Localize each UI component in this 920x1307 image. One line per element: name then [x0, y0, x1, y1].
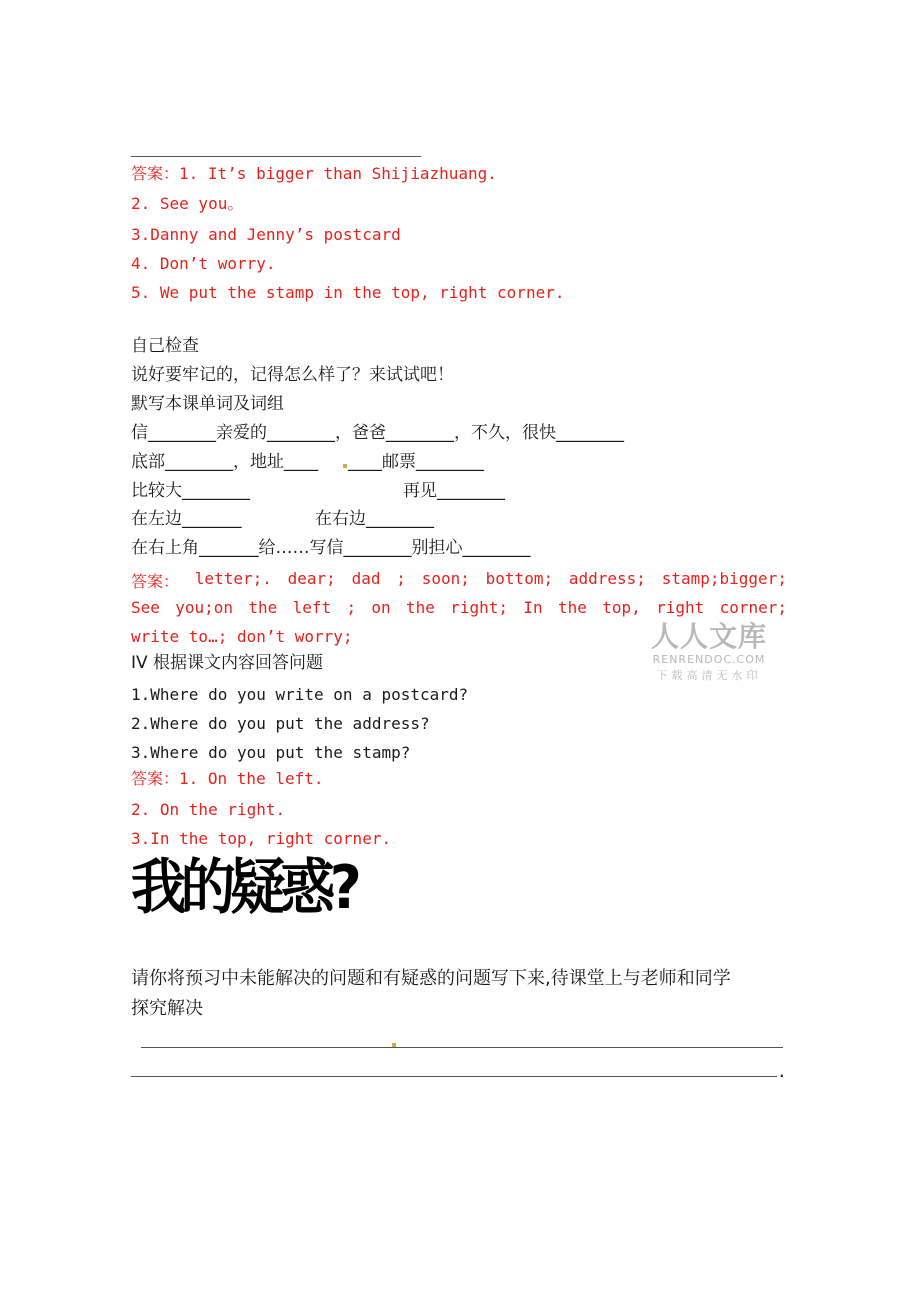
answer2-word: left [292, 598, 332, 617]
answer3-line-1: 答案：1. On the left. [131, 769, 324, 788]
marker-dot [343, 464, 347, 468]
answer2-line-2 [131, 598, 787, 617]
fill-row-4b: 在右边________ [315, 509, 434, 529]
doubts-instruction-1: 请你将预习中未能解决的问题和有疑惑的问题写下来,待课堂上与老师和同学 [131, 968, 731, 989]
answer2-word: stamp;bigger; [661, 569, 787, 588]
watermark-main-text: 人人文库 [650, 620, 767, 653]
fill-row-3a: 比较大________ [131, 481, 250, 501]
answer3-line-2: 2. On the right. [131, 800, 286, 819]
answer2-word: you;on [175, 598, 234, 617]
fill-row-5: 在右上角_______给……写信________别担心________ [131, 538, 531, 558]
marker-dot [392, 1043, 396, 1047]
watermark-logo [646, 620, 772, 683]
answer2-word: See [131, 598, 160, 617]
question-2: 2.Where do you put the address? [131, 714, 430, 733]
answer2-word: address; [568, 569, 646, 588]
selfcheck-prompt: 说好要牢记的，记得怎么样了？来试试吧！ [131, 365, 454, 385]
answer-line-3: 3.Danny and Jenny’s postcard [131, 225, 401, 244]
answer2-word: the [557, 598, 587, 617]
selfcheck-heading: 自己检查 [131, 336, 199, 356]
answer-line-rule-1 [141, 1047, 783, 1048]
answer2-word: on [371, 598, 391, 617]
answer-line-rule-2 [131, 1076, 777, 1077]
doubts-instruction-2: 探究解决 [131, 998, 203, 1019]
top-rule [131, 156, 421, 157]
doubts-title: 我的疑惑? [131, 853, 357, 923]
answer2-word: In [523, 598, 543, 617]
fill-row-4a: 在左边_______ [131, 509, 242, 529]
answer2-word: dear; [287, 569, 336, 588]
answer2-word: corner; [719, 598, 787, 617]
answer2-word: bottom; [485, 569, 554, 588]
answer2-line-3: write to…; don’t worry; [131, 627, 353, 646]
answer2-word: the [248, 598, 278, 617]
answer-line-5: 5. We put the stamp in the top, right corner. [131, 283, 565, 302]
question-1: 1.Where do you write on a postcard? [131, 685, 469, 704]
fill-row-3b: 再见________ [403, 481, 505, 501]
answer2-word: right [656, 598, 705, 617]
watermark-sub-text: RENRENDOC.COM [652, 653, 766, 666]
end-mark: . [777, 1062, 787, 1081]
fill-row-2b: ____邮票________ [348, 452, 484, 472]
selfcheck-task: 默写本课单词及词组 [131, 394, 284, 414]
fill-row-1: 信________亲爱的________，爸爸________，不久，很快________ [131, 423, 624, 443]
answer-line-4: 4. Don’t worry. [131, 254, 276, 273]
question-3: 3.Where do you put the stamp? [131, 743, 411, 762]
answer2-word: right; [450, 598, 509, 617]
section4-heading: IV 根据课文内容回答问题 [131, 653, 324, 673]
answer2-word: dad [351, 569, 381, 588]
answer2-word: letter;. [194, 569, 272, 588]
answer3-line-3: 3.In the top, right corner. [131, 829, 392, 848]
answer2-word: ; [396, 569, 406, 588]
answer2-line-1 [131, 569, 787, 592]
answer-line-1: 答案：1. It’s bigger than Shijiazhuang. [131, 164, 497, 183]
fill-row-2a: 底部________，地址____ [131, 452, 318, 472]
watermark-sub2-text: 下载高清无水印 [656, 669, 762, 682]
answer-line-2: 2. See you。 [131, 194, 244, 213]
answer2-word: 答案： [131, 572, 180, 591]
answer2-word: ; [346, 598, 357, 617]
answer2-word: soon; [421, 569, 470, 588]
answer2-word: top, [602, 598, 641, 617]
answer2-word: the [406, 598, 435, 617]
